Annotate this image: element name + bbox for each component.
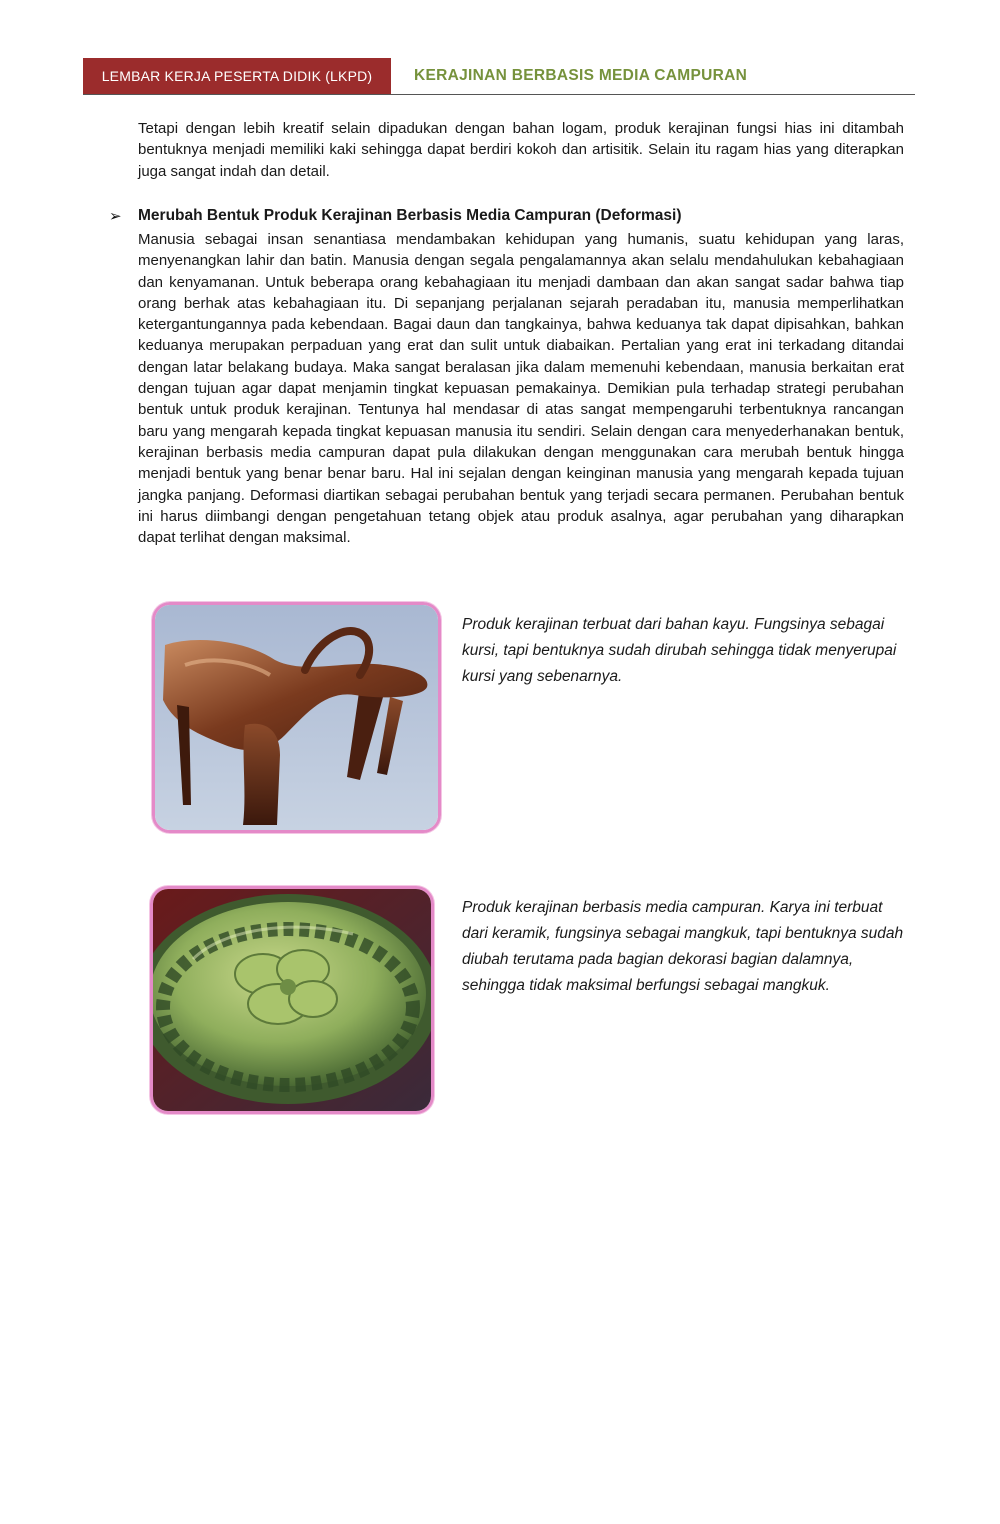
header-tag: LEMBAR KERJA PESERTA DIDIK (LKPD) bbox=[83, 58, 391, 94]
header-title: KERAJINAN BERBASIS MEDIA CAMPURAN bbox=[414, 67, 748, 84]
ceramic-bowl-illustration bbox=[153, 889, 431, 1111]
wooden-chair-photo bbox=[152, 602, 441, 833]
section-heading bbox=[109, 207, 681, 225]
page-header bbox=[83, 58, 915, 95]
figure-caption-chair: Produk kerajinan terbuat dari bahan kayu. Fungsinya sebagai kursi, tapi bentuknya sudah dirubah sehingga tidak menyerupai kursi yang sebenarnya. bbox=[462, 616, 897, 685]
figure-caption-bowl: Produk kerajinan berbasis media campuran. Karya ini terbuat dari keramik, fungsinya sebagai mangkuk, tapi bentuknya sudah diubah terutama pada bagian dekorasi bagian dalamnya, sehingga tidak maksimal berfungsi sebagai mangkuk. bbox=[462, 899, 904, 994]
intro-paragraph: Tetapi dengan lebih kreatif selain dipadukan dengan bahan logam, produk kerajinan fungsi hias ini ditambah bentuknya menjadi memiliki kaki sehingga dapat berdiri kokoh dan artisitik. Selain itu ragam hias yang diterapkan juga sangat indah dan detail. bbox=[138, 120, 904, 180]
wooden-chair-illustration bbox=[155, 605, 438, 830]
arrow-bullet-icon: ➢ bbox=[109, 208, 122, 225]
ceramic-bowl-photo bbox=[150, 886, 434, 1114]
section-title: Merubah Bentuk Produk Kerajinan Berbasis Media Campuran (Deformasi) bbox=[138, 207, 682, 224]
section-body: Manusia sebagai insan senantiasa mendambakan kehidupan yang humanis, suatu kehidupan yang laras, menyenangkan lahir dan batin. Manusia dengan segala pengalamannya akan selalu mendahulukan kebahagiaan dan kenyamanan. Untuk beberapa orang kebahagiaan itu menjadi dambaan dan akan sangat sadar bahwa tiap orang berhak atas kebahagiaan itu. Di sepanjang perjalanan sejarah peradaban itu, manusia memperlihatkan ketergantungannya pada kebendaan. Bagai daun dan tangkainya, bahwa keduanya tak dapat dipisahkan, bahkan keduanya merupakan perpaduan yang erat dan sulit untuk diabaikan. Pertalian yang erat ini terkadang ditandai dengan latar belakang budaya. Maka sangat beralasan jika dalam memenuhi kebendaan, manusia berkaitan erat dengan tujuan agar dapat menjamin tingkat kepuasan pemakainya. Demikian pula terhadap strategi perubahan bentuk untuk produk kerajinan. Tentunya hal mendasar di atas sangat mempengaruhi terbentuknya rancangan baru yang mengarah kepada tingkat kepuasan manusia itu sendiri. Selain dengan cara menyederhanakan bentuk, kerajinan berbasis media campuran dapat pula dilakukan dengan menggunakan cara merubah bentuk hingga menjadi bentuk yang benar benar baru. Hal ini sejalan dengan keinginan manusia yang mengarah kepada tujuan jangka panjang. Deformasi diartikan sebagai perubahan bentuk yang terjadi secara permanen. Perubahan bentuk ini harus diimbangi dengan pengetahuan tetang objek atau produk asalnya, agar perubahan yang diharapkan dapat terlihat dengan maksimal. bbox=[138, 231, 904, 547]
